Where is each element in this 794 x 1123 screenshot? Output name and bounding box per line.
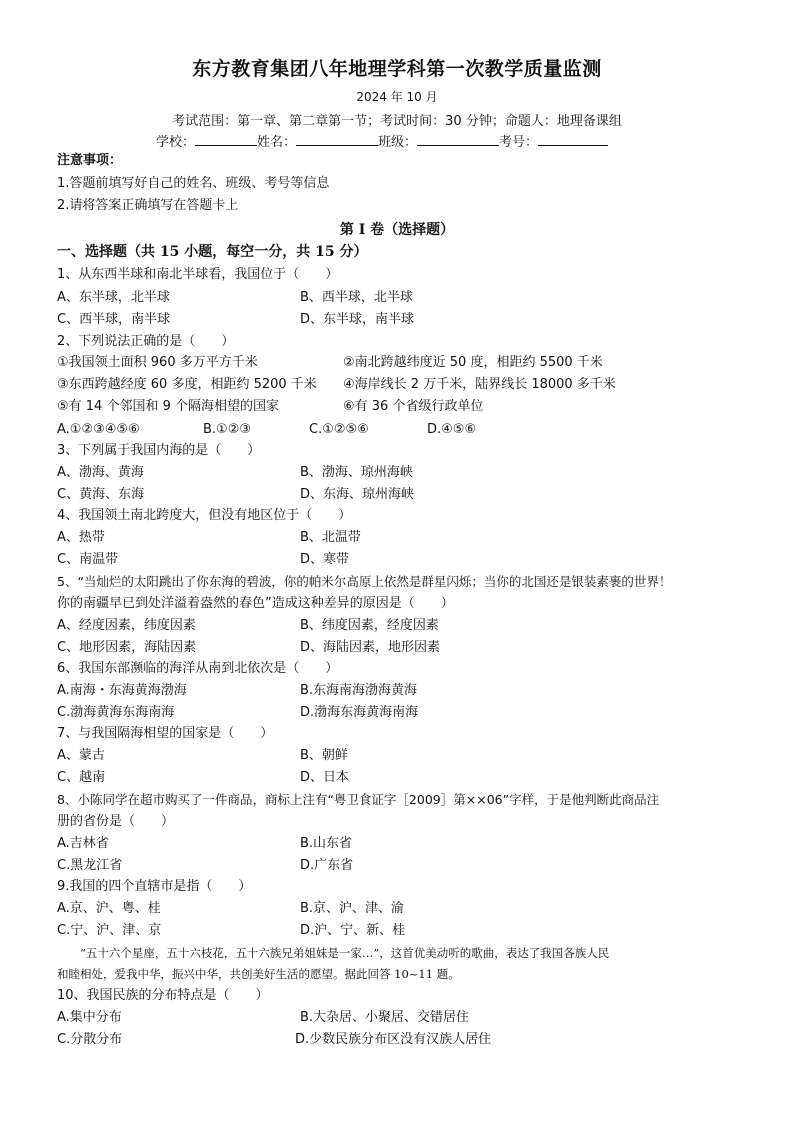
option-a: A.①②③④⑤⑥: [57, 422, 140, 437]
option-a: A.吉林省: [57, 836, 109, 851]
option-a: A.南海・东海黄海渤海: [57, 683, 187, 698]
exam-title: 东方教育集团八年地理学科第一次教学质量监测: [192, 58, 602, 80]
option-b: B、西半球，北半球: [300, 290, 413, 305]
option-c: C、地形因素，海陆因素: [57, 640, 197, 655]
question-stem: 4、我国领土南北跨度大，但没有地区位于（ ）: [57, 508, 352, 523]
question-stem: 7、与我国隔海相望的国家是（ ）: [57, 726, 274, 741]
school-blank[interactable]: [195, 131, 257, 146]
option-b: B.山东省: [300, 836, 353, 851]
option-b: B、朝鲜: [300, 748, 348, 763]
question-stem: 10、我国民族的分布特点是（ ）: [57, 988, 269, 1003]
part-title: 第 I 卷（选择题）: [339, 222, 455, 238]
option-d: D.沪、宁、新、桂: [300, 923, 406, 938]
notes-heading: 注意事项：: [57, 153, 123, 168]
student-info-row: [156, 131, 608, 150]
statement-6: ⑥有 36 个省级行政单位: [343, 399, 484, 414]
option-c: C、黄海、东海: [57, 487, 145, 502]
option-c: C.宁、沪、津、京: [57, 923, 162, 938]
option-c: C、越南: [57, 770, 106, 785]
school-label: 学校：: [156, 135, 196, 150]
option-c: C.①②⑤⑥: [309, 422, 369, 437]
statement-2: ②南北跨越纬度近 50 度，相距约 5500 千米: [343, 355, 603, 370]
question-stem: 9.我国的四个直辖市是指（ ）: [57, 879, 252, 894]
question-stem: 2、下列说法正确的是（ ）: [57, 334, 235, 349]
option-b: B.①②③: [203, 422, 252, 437]
option-d: D.④⑤⑥: [427, 422, 477, 437]
statement-4: ④海岸线长 2 万千米，陆界线长 18000 多千米: [343, 377, 616, 392]
option-a: A、渤海、黄海: [57, 465, 144, 480]
option-c: C.黑龙江省: [57, 858, 123, 873]
question-stem: 1、从东西半球和南北半球看，我国位于（ ）: [57, 267, 339, 282]
option-b: B.大杂居、小聚居、交错居住: [300, 1010, 470, 1025]
number-label: 考号：: [499, 135, 539, 150]
option-b: B、北温带: [300, 530, 361, 545]
reading-passage: “五十六个星座，五十六枝花，五十六族兄弟姐妹是一家…”，这首优美动听的歌曲，表达了我国各族人民: [57, 946, 610, 960]
class-label: 班级：: [378, 135, 418, 150]
option-d: D.广东省: [300, 858, 354, 873]
option-c: C、西半球，南半球: [57, 312, 171, 327]
option-b: B、纬度因素，经度因素: [300, 618, 439, 633]
reading-passage-cont: 和睦相处，爱我中华，振兴中华，共创美好生活的愿望。据此回答 10~11 题。: [57, 967, 460, 981]
statement-3: ③东西跨越经度 60 多度，相距约 5200 千米: [57, 377, 317, 392]
statement-1: ①我国领土面积 960 多万平方千米: [57, 355, 258, 370]
name-blank[interactable]: [296, 131, 378, 146]
option-b: B、渤海、琼州海峡: [300, 465, 413, 480]
option-a: A、蒙古: [57, 748, 105, 763]
option-c: C、南温带: [57, 552, 119, 567]
question-stem: 6、我国东部濒临的海洋从南到北依次是（ ）: [57, 661, 339, 676]
section-heading: 一、选择题（共 15 小题，每空一分，共 15 分）: [57, 244, 368, 260]
option-d: D、东海、琼州海峡: [300, 487, 415, 502]
question-stem-cont: 你的南疆早已到处洋溢着盎然的春色”造成这种差异的原因是（ ）: [57, 596, 454, 611]
question-stem-cont: 册的省份是（ ）: [57, 814, 175, 829]
option-d: D、寒带: [300, 552, 350, 567]
option-d: D、东半球，南半球: [300, 312, 415, 327]
statement-5: ⑤有 14 个邻国和 9 个隔海相望的国家: [57, 399, 279, 414]
class-blank[interactable]: [417, 131, 499, 146]
option-d: D、日本: [300, 770, 350, 785]
option-b: B.京、沪、津、渝: [300, 901, 405, 916]
option-a: A、经度因素，纬度因素: [57, 618, 196, 633]
note-item: 1.答题前填写好自己的姓名、班级、考号等信息: [57, 176, 330, 191]
option-d: D.少数民族分布区没有汉族人居住: [295, 1032, 492, 1047]
option-a: A.京、沪、粤、桂: [57, 901, 161, 916]
option-a: A、热带: [57, 530, 105, 545]
option-d: D.渤海东海黄海南海: [300, 705, 419, 720]
option-b: B.东海南海渤海黄海: [300, 683, 418, 698]
option-c: C.渤海黄海东海南海: [57, 705, 175, 720]
note-item: 2.请将答案正确填写在答题卡上: [57, 198, 239, 213]
question-stem: 3、下列属于我国内海的是（ ）: [57, 443, 261, 458]
option-c: C.分散分布: [57, 1032, 123, 1047]
question-stem: 8、小陈同学在超市购买了一件商品，商标上注有“粤卫食证字［2009］第××06”字样，于是他判断此商品注: [57, 792, 660, 807]
option-d: D、海陆因素，地形因素: [300, 640, 441, 655]
option-a: A.集中分布: [57, 1010, 122, 1025]
exam-date: 2024 年 10 月: [356, 90, 438, 104]
exam-meta: 考试范围：第一章、第二章第一节；考试时间：30 分钟；命题人：地理备课组: [172, 114, 622, 129]
number-blank[interactable]: [538, 131, 608, 146]
question-stem: 5、“当灿烂的太阳跳出了你东海的碧波，你的帕米尔高原上依然是群星闪烁；当你的北国还是银装素裹的世界！: [57, 574, 672, 589]
option-a: A、东半球，北半球: [57, 290, 170, 305]
name-label: 姓名：: [257, 135, 297, 150]
